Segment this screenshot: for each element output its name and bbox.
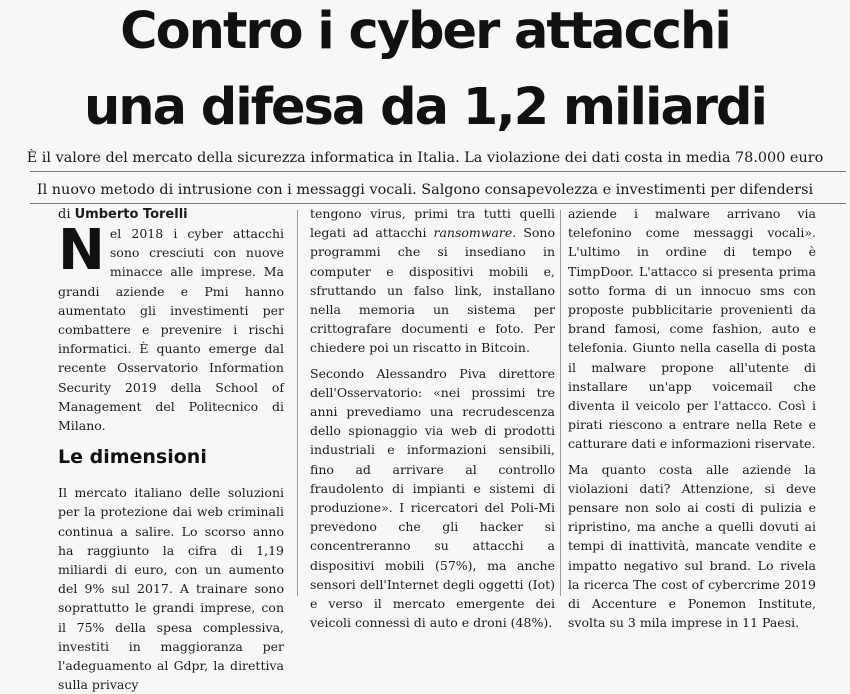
- article-column-3: [568, 204, 816, 631]
- headline-line-1: Contro i cyber attacchi: [120, 2, 730, 61]
- article-paragraph: Il mercato italiano delle soluzioni per la protezione dai web criminali continua a salire. Lo scorso anno ha raggiunto la cifra di 1,19 miliardi di euro, con un aumento del 9% sul 2017. A trainare sono soprattutto le grandi imprese, con il 75% della spesa complessiva, investiti in maggioranza per l'adeguamento al Gdpr, la direttiva sulla privacy: [58, 485, 284, 693]
- article-column-1: [58, 204, 284, 693]
- paragraph-text: tengono virus, primi tra tutti quelli legati ad attacchi: [310, 206, 555, 241]
- paragraph-text: el 2018 i cyber attacchi sono cresciuti con nuove minacce alle imprese. Ma grandi aziende e Pmi hanno aumentato gli investimenti per combattere e prevenire i rischi informatici. È quanto emerge dal recente Osservatorio Information Security 2019 della School of Management del Politecnico di Milano.: [58, 226, 284, 434]
- subheading-divider-1: [30, 171, 846, 172]
- article-paragraph: Secondo Alessandro Piva direttore dell'Osservatorio: «nei prossimi tre anni prevediamo una recrudescenza dello spionaggio via web di prodotti industriali e informazioni sensibili, fino ad arrivare al controllo fraudolento di impianti e sistemi di produzione». I ricercatori del Poli-Mi prevedono che gli hacker si concentreranno su attacchi a dispositivi mobili (57%), ma anche sensori dell'Internet degli oggetti (Iot) e verso il mercato emergente dei veicoli connessi di auto e droni (48%).: [310, 365, 555, 631]
- headline-line-2: una difesa da 1,2 miliardi: [84, 78, 766, 137]
- column-divider-1: [297, 210, 298, 596]
- subheading-1: È il valore del mercato della sicurezza informatica in Italia. La violazione dei dati costa in media 78.000 euro: [26, 150, 824, 166]
- article-column-2: [310, 204, 555, 631]
- paragraph-text: . Sono programmi che si insediano in computer e dispositivi mobili e, sfruttando un falso link, installano nella memoria un sistema per crittografare documenti e foto. Per chiedere poi un riscatto in Bitcoin.: [310, 225, 555, 356]
- emphasized-term: ransomware: [433, 225, 513, 241]
- article-paragraph: Ma quanto costa alle aziende la violazioni dati? Attenzione, si deve pensare non solo ai costi di pulizia e ripristino, ma anche a quelli dovuti ai tempi di inattività, mancate vendite e impatto negativo sul brand. Lo rivela la ricerca The cost of cybercrime 2019 di Accenture e Ponemon Institute, svolta su 3 mila imprese in 11 Paesi.: [568, 461, 816, 631]
- article-paragraph: [58, 218, 284, 435]
- column-divider-2: [560, 210, 561, 596]
- byline-prefix: di: [58, 207, 71, 222]
- byline-author: Umberto Torelli: [74, 207, 188, 222]
- drop-cap: N: [58, 218, 105, 283]
- section-title: Le dimensioni: [58, 446, 207, 469]
- article-paragraph: aziende i malware arrivano via telefonino come messaggi vocali». L'ultimo in ordine di tempo è TimpDoor. L'attacco si presenta prima sotto forma di un innocuo sms con proposte pubblicitarie provenienti da brand famosi, come fashion, auto e telefonia. Giunto nella casella di posta il malware propone all'utente di installare un'app voicemail che diventa il veicolo per l'attacco. Così i pirati riescono a entrare nella Rete e catturare dati e informazioni riservate.: [568, 206, 816, 452]
- article-paragraph: [310, 204, 555, 358]
- subheading-2: Il nuovo metodo di intrusione con i messaggi vocali. Salgono consapevolezza e investimenti per difendersi: [36, 182, 814, 198]
- byline: [58, 206, 284, 224]
